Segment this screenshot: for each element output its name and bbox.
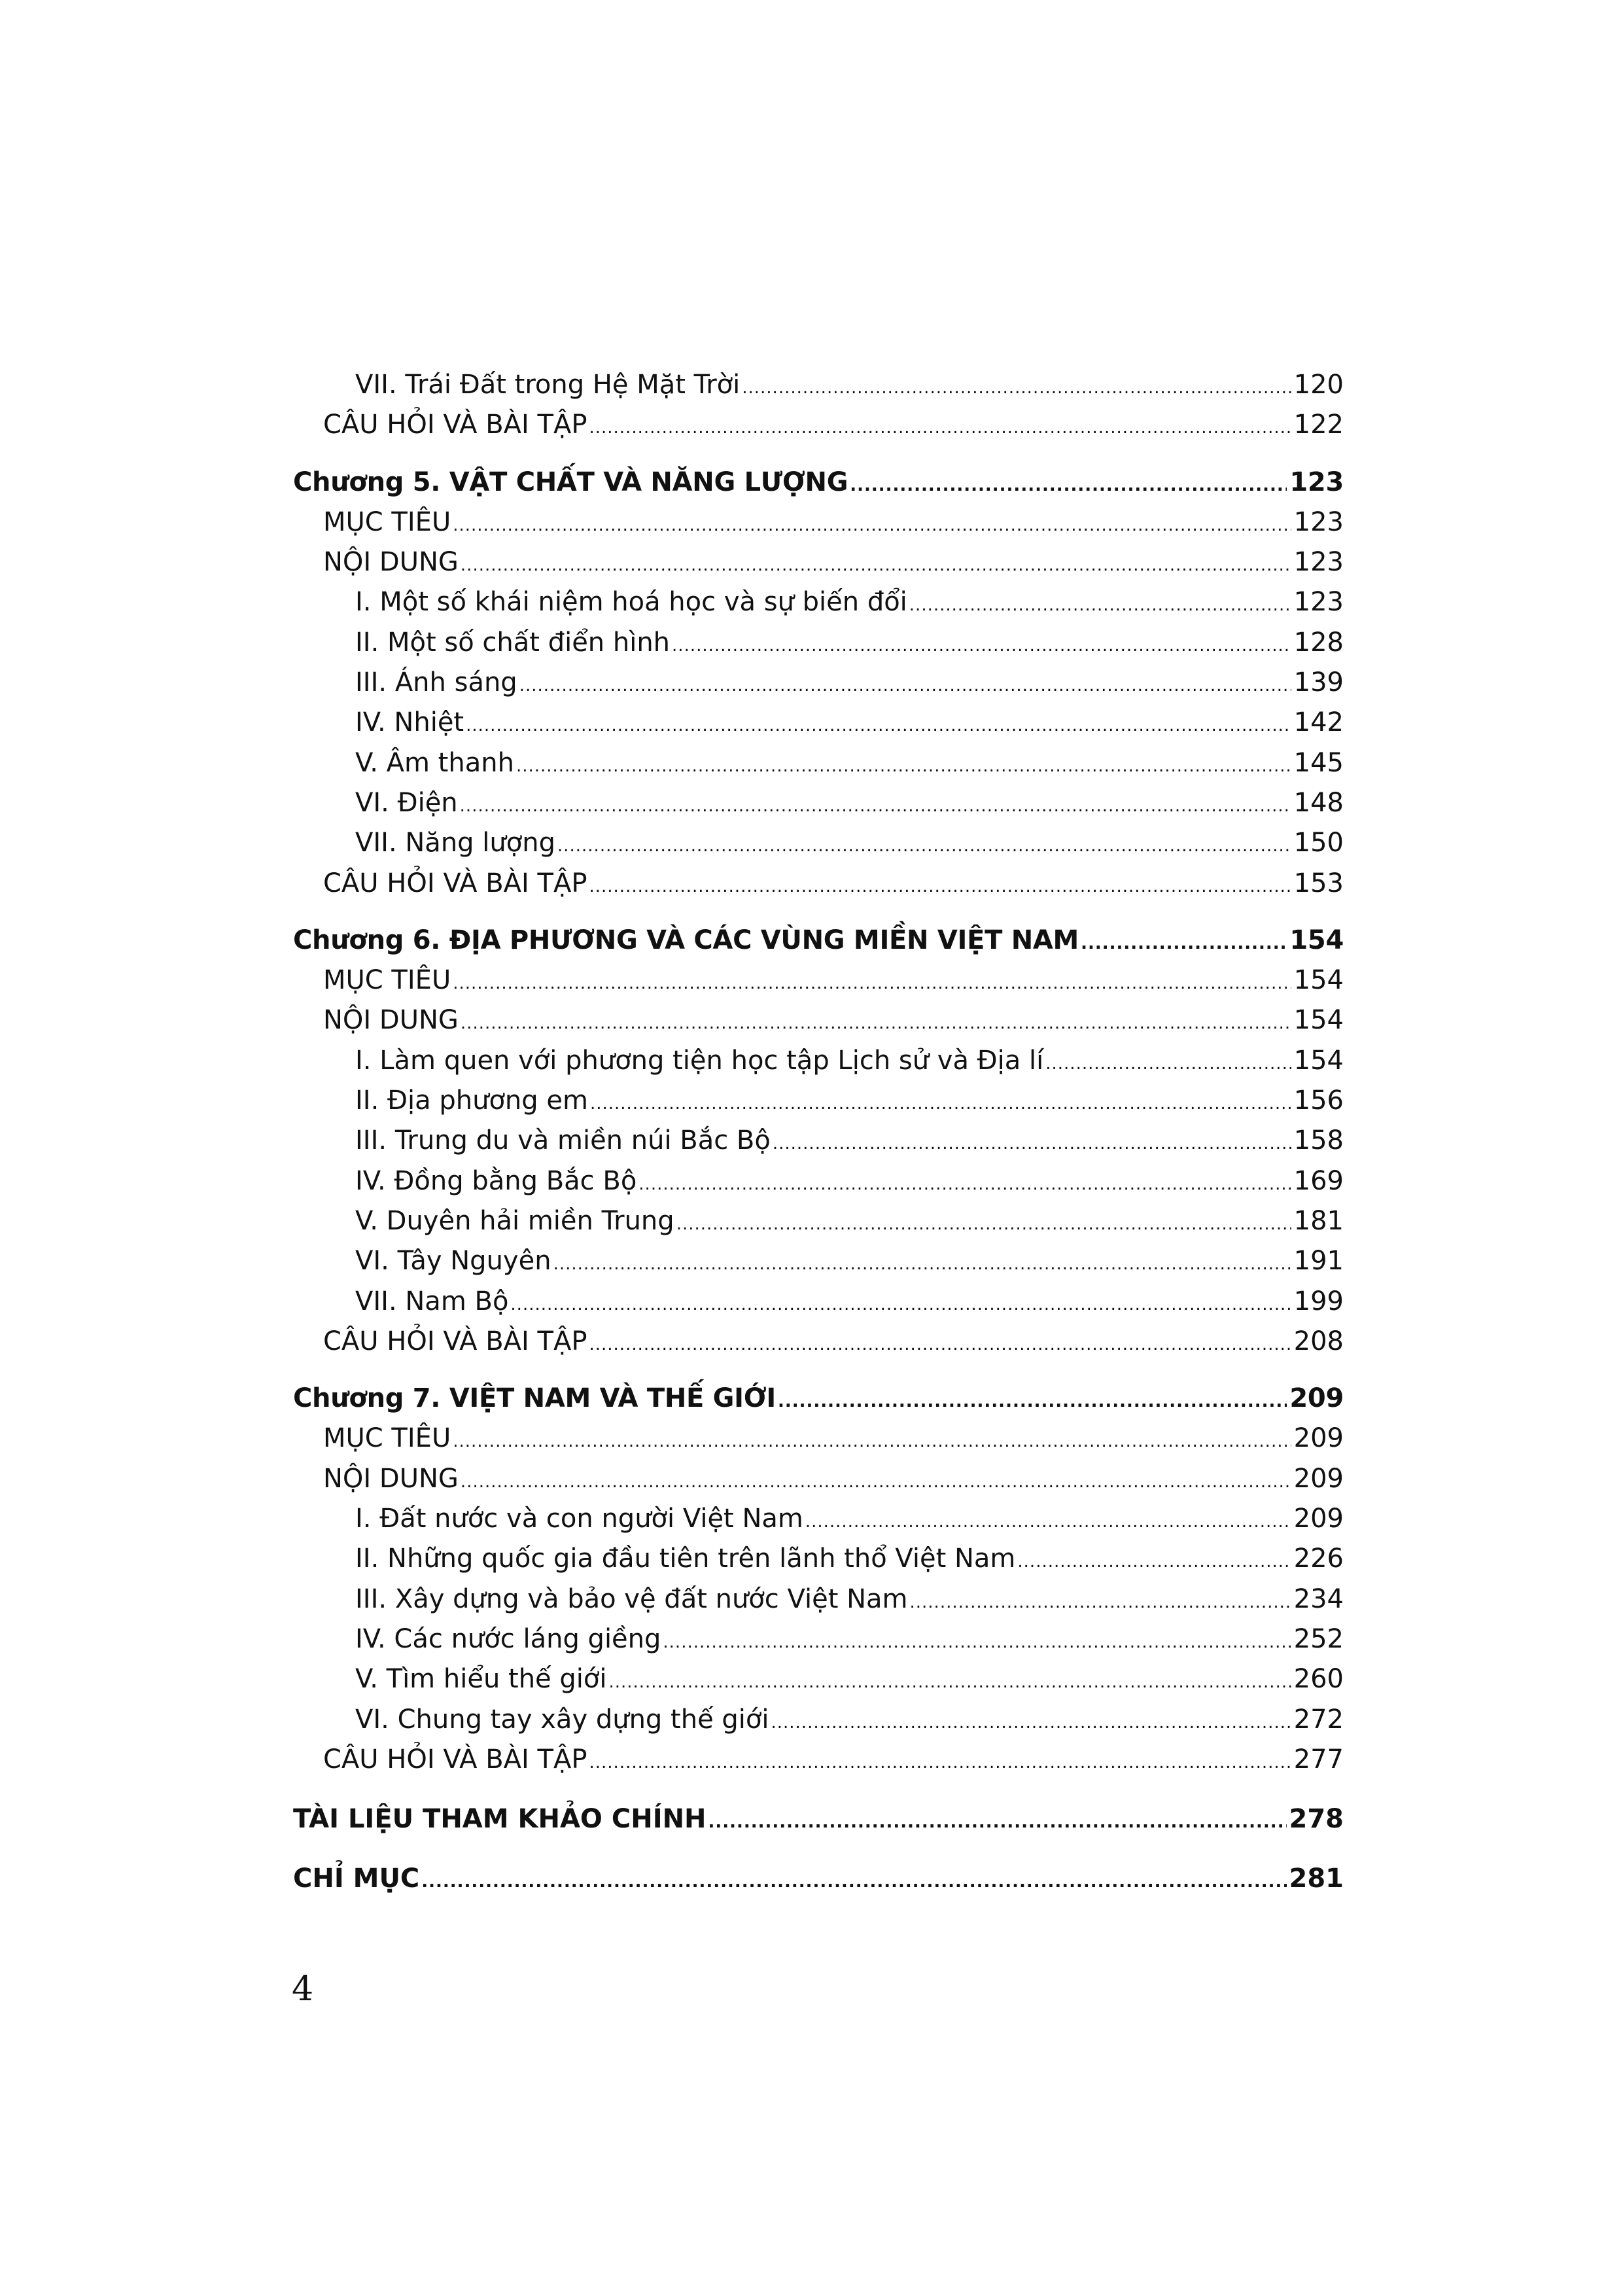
toc-entry-page: 123 — [1289, 467, 1344, 497]
toc-dot-leader — [589, 1743, 1291, 1783]
toc-entry-page: 123 — [1293, 506, 1344, 537]
toc-dot-leader — [519, 666, 1291, 706]
toc-entry-title: I. Một số khái niệm hoá học và sự biến đổi — [355, 587, 907, 618]
toc-entry-page: 209 — [1293, 1423, 1344, 1454]
toc-entry-page: 122 — [1293, 410, 1344, 440]
toc-entry-page: 156 — [1293, 1086, 1344, 1116]
toc-entry-item — [293, 783, 1344, 823]
toc-entry-section — [293, 1740, 1344, 1780]
toc-entry-section — [293, 961, 1344, 1000]
toc-entry-item — [293, 743, 1344, 783]
toc-entry-page: 142 — [1293, 707, 1344, 738]
toc-entry-page: 272 — [1293, 1704, 1344, 1735]
toc-dot-leader — [553, 1245, 1291, 1284]
toc-entry-title: V. Âm thanh — [355, 747, 514, 778]
toc-dot-leader — [510, 1285, 1291, 1325]
toc-entry-title: VI. Tây Nguyên — [355, 1246, 551, 1277]
toc-entry-page: 123 — [1293, 547, 1344, 578]
toc-dot-leader — [910, 1583, 1291, 1623]
toc-entry-page: 169 — [1293, 1165, 1344, 1196]
toc-entry-item — [293, 1499, 1344, 1539]
toc-entry-section — [293, 405, 1344, 445]
toc-entry-item — [293, 1041, 1344, 1081]
toc-entry-page: 145 — [1293, 747, 1344, 778]
toc-entry-item — [293, 623, 1344, 663]
toc-entry-page: 278 — [1289, 1804, 1344, 1835]
toc-entry-page: 208 — [1293, 1326, 1344, 1356]
toc-dot-leader — [742, 368, 1291, 408]
toc-entry-item — [293, 1161, 1344, 1201]
toc-entry-item — [293, 823, 1344, 863]
toc-entry-page: 128 — [1293, 627, 1344, 658]
toc-entry-item — [293, 1659, 1344, 1699]
toc-entry-backmatter — [293, 1799, 1344, 1839]
toc-entry-page: 153 — [1293, 868, 1344, 898]
toc-dot-leader — [1017, 1542, 1291, 1582]
toc-entry-section — [293, 1322, 1344, 1362]
toc-dot-leader — [663, 1623, 1291, 1663]
toc-entry-page: 154 — [1293, 1005, 1344, 1036]
toc-entry-section — [293, 503, 1344, 542]
toc-dot-leader — [460, 786, 1291, 826]
toc-entry-title: TÀI LIỆU THAM KHẢO CHÍNH — [293, 1804, 707, 1835]
toc-entry-title: MỤC TIÊU — [323, 1423, 451, 1454]
toc-entry-section — [293, 542, 1344, 582]
toc-entry-page: 234 — [1293, 1583, 1344, 1614]
toc-entry-title: IV. Đồng bằng Bắc Bộ — [355, 1165, 637, 1196]
toc-entry-page: 154 — [1293, 1045, 1344, 1076]
toc-dot-leader — [773, 1124, 1291, 1164]
toc-entry-title: NỘI DUNG — [323, 547, 459, 578]
toc-entry-title: II. Địa phương em — [355, 1086, 588, 1116]
toc-entry-title: III. Ánh sáng — [355, 667, 517, 698]
toc-entry-title: VI. Điện — [355, 787, 458, 818]
toc-dot-leader — [453, 1422, 1291, 1462]
toc-entry-page: 209 — [1289, 1383, 1344, 1414]
toc-entry-page: 148 — [1293, 787, 1344, 818]
toc-entry-item — [293, 1700, 1344, 1740]
toc-entry-page: 277 — [1293, 1744, 1344, 1775]
toc-entry-page: 209 — [1293, 1504, 1344, 1534]
toc-entry-item — [293, 1081, 1344, 1121]
toc-entry-page: 158 — [1293, 1125, 1344, 1156]
toc-entry-section — [293, 1419, 1344, 1458]
toc-entry-item — [293, 1121, 1344, 1161]
toc-dot-leader — [461, 546, 1291, 586]
toc-entry-title: CÂU HỎI VÀ BÀI TẬP — [323, 1744, 587, 1775]
toc-entry-page: 150 — [1293, 828, 1344, 858]
toc-entry-page: 181 — [1293, 1205, 1344, 1236]
toc-entry-title: VII. Trái Đất trong Hệ Mặt Trời — [355, 370, 741, 400]
toc-entry-title: Chương 7. VIỆT NAM VÀ THẾ GIỚI — [293, 1383, 776, 1414]
toc-entry-title: CHỈ MỤC — [293, 1863, 420, 1894]
toc-dot-leader — [778, 1382, 1287, 1422]
toc-dot-leader — [909, 586, 1291, 626]
toc-entry-page: 154 — [1289, 925, 1344, 955]
toc-dot-leader — [708, 1803, 1287, 1843]
toc-entry-title: CÂU HỎI VÀ BÀI TẬP — [323, 1326, 587, 1356]
toc-entry-item — [293, 1619, 1344, 1659]
toc-entry-title: VII. Nam Bộ — [355, 1286, 509, 1316]
toc-entry-title: MỤC TIÊU — [323, 506, 451, 537]
table-of-contents — [293, 365, 1344, 1899]
toc-entry-page: 154 — [1293, 965, 1344, 996]
toc-dot-leader — [453, 506, 1291, 546]
page-number: 4 — [292, 1969, 314, 2009]
toc-entry-title: CÂU HỎI VÀ BÀI TẬP — [323, 410, 587, 440]
toc-entry-title: IV. Nhiệt — [355, 707, 464, 738]
toc-dot-leader — [461, 1462, 1291, 1502]
toc-entry-title: Chương 6. ĐỊA PHƯƠNG VÀ CÁC VÙNG MIỀN VIỆT NAM — [293, 925, 1079, 955]
toc-entry-page: 191 — [1293, 1246, 1344, 1277]
toc-entry-chapter — [293, 1379, 1344, 1419]
toc-dot-leader — [421, 1862, 1286, 1902]
toc-entry-item — [293, 1241, 1344, 1281]
toc-entry-page: 120 — [1293, 370, 1344, 400]
toc-dot-leader — [466, 706, 1291, 746]
toc-entry-page: 139 — [1293, 667, 1344, 698]
toc-dot-leader — [1081, 924, 1287, 964]
toc-dot-leader — [590, 1084, 1291, 1124]
toc-dot-leader — [805, 1502, 1291, 1542]
toc-entry-title: V. Tìm hiểu thế giới — [355, 1664, 607, 1695]
toc-dot-leader — [676, 1205, 1291, 1245]
toc-dot-leader — [557, 826, 1291, 866]
toc-entry-item — [293, 1201, 1344, 1241]
toc-entry-page: 260 — [1293, 1664, 1344, 1695]
toc-dot-leader — [453, 964, 1291, 1004]
toc-entry-item — [293, 582, 1344, 622]
toc-entry-page: 199 — [1293, 1286, 1344, 1316]
toc-entry-page: 226 — [1293, 1544, 1344, 1574]
toc-entry-page: 281 — [1289, 1863, 1344, 1894]
toc-dot-leader — [771, 1703, 1291, 1743]
toc-entry-item — [293, 365, 1344, 405]
toc-entry-item — [293, 703, 1344, 743]
toc-entry-title: NỘI DUNG — [323, 1005, 459, 1036]
toc-dot-leader — [1045, 1044, 1291, 1084]
toc-entry-title: III. Trung du và miền núi Bắc Bộ — [355, 1125, 771, 1156]
toc-entry-item — [293, 1282, 1344, 1322]
toc-entry-title: I. Làm quen với phương tiện học tập Lịch sử và Địa lí — [355, 1045, 1044, 1076]
toc-entry-page: 252 — [1293, 1623, 1344, 1654]
toc-entry-page: 123 — [1293, 587, 1344, 618]
toc-dot-leader — [461, 1004, 1291, 1044]
toc-entry-title: VII. Năng lượng — [355, 828, 555, 858]
toc-entry-item — [293, 1580, 1344, 1619]
toc-entry-title: IV. Các nước láng giềng — [355, 1623, 661, 1654]
toc-entry-title: II. Những quốc gia đầu tiên trên lãnh thổ Việt Nam — [355, 1544, 1016, 1574]
toc-dot-leader — [638, 1165, 1291, 1205]
toc-entry-chapter — [293, 463, 1344, 503]
toc-entry-title: Chương 5. VẬT CHẤT VÀ NĂNG LƯỢNG — [293, 467, 848, 497]
toc-entry-title: III. Xây dựng và bảo vệ đất nước Việt Nam — [355, 1583, 908, 1614]
toc-entry-section — [293, 1000, 1344, 1040]
toc-entry-title: VI. Chung tay xây dựng thế giới — [355, 1704, 769, 1735]
toc-entry-title: II. Một số chất điển hình — [355, 627, 671, 658]
toc-dot-leader — [589, 1325, 1291, 1365]
toc-entry-section — [293, 1459, 1344, 1499]
toc-entry-item — [293, 1539, 1344, 1579]
toc-entry-backmatter — [293, 1859, 1344, 1899]
toc-dot-leader — [850, 466, 1287, 506]
toc-entry-title: CÂU HỎI VÀ BÀI TẬP — [323, 868, 587, 898]
toc-entry-chapter — [293, 921, 1344, 961]
toc-dot-leader — [589, 867, 1291, 907]
toc-entry-title: V. Duyên hải miền Trung — [355, 1205, 674, 1236]
toc-dot-leader — [589, 408, 1291, 448]
toc-entry-title: I. Đất nước và con người Việt Nam — [355, 1504, 803, 1534]
toc-entry-item — [293, 663, 1344, 703]
toc-dot-leader — [608, 1663, 1291, 1703]
toc-entry-title: MỤC TIÊU — [323, 965, 451, 996]
toc-dot-leader — [672, 626, 1291, 666]
toc-entry-title: NỘI DUNG — [323, 1463, 459, 1494]
toc-entry-section — [293, 864, 1344, 904]
toc-entry-page: 209 — [1293, 1463, 1344, 1494]
toc-dot-leader — [516, 747, 1291, 786]
